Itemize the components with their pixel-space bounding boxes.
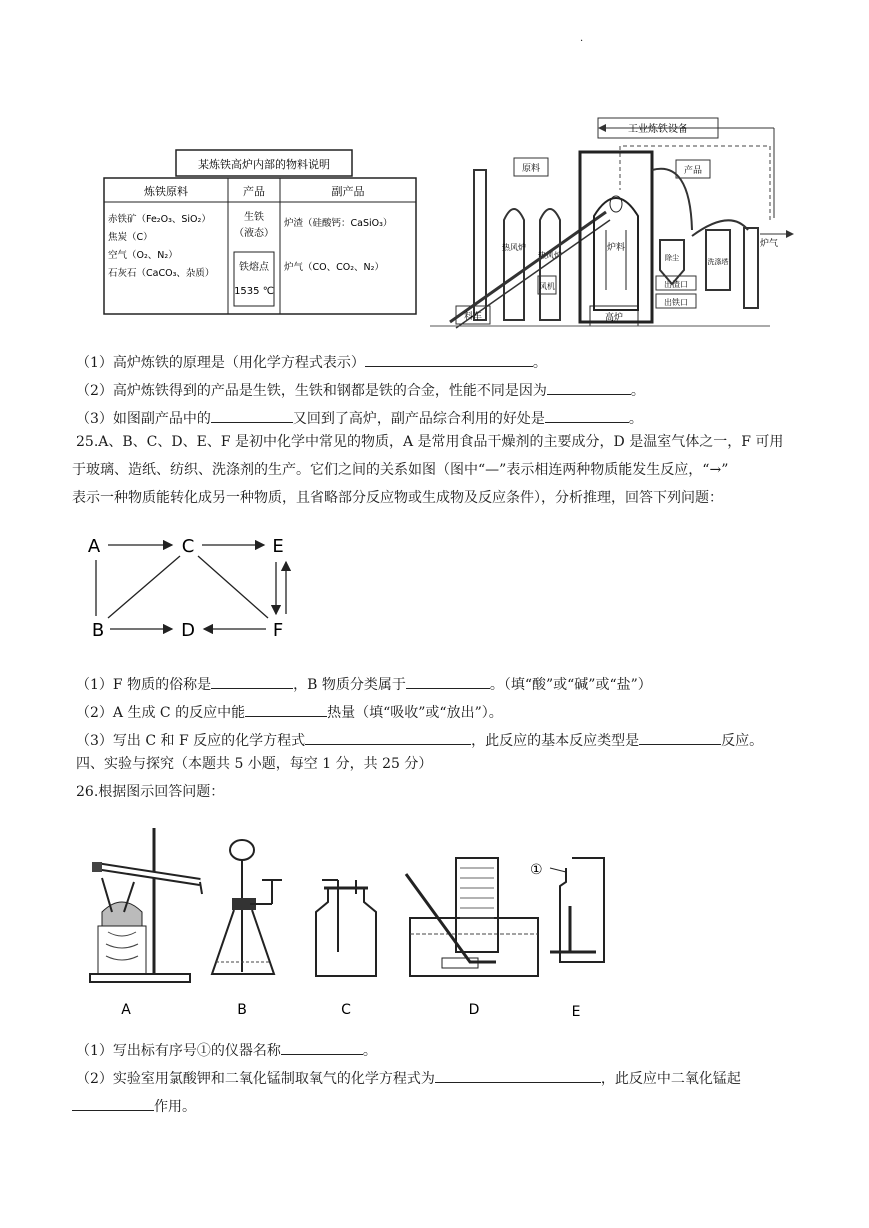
node-b: B	[91, 620, 105, 641]
apparatus-label-b: B	[237, 1002, 247, 1018]
product-1: 生铁	[244, 212, 264, 223]
q24-blank-1[interactable]	[365, 350, 533, 367]
node-c: C	[181, 536, 195, 557]
apparatus-e	[530, 858, 604, 1020]
apparatus-label-d: D	[468, 1002, 480, 1018]
furnace-gas-label: 炉气	[760, 239, 779, 249]
raw-material-3: 空气（O₂、N₂）	[108, 250, 178, 261]
marker-one: ①	[530, 862, 543, 878]
iron-making-equipment-diagram	[430, 100, 795, 340]
q26-line-1: （1）写出标有序号①的仪器名称 。	[76, 1038, 377, 1061]
section-four-title: 四、实验与探究（本题共 5 小题，每空 1 分，共 25 分）	[76, 756, 433, 772]
q26-blank-3[interactable]	[72, 1094, 154, 1111]
q25-line-2: （2）A 生成 C 的反应中能 热量（填“吸收”或“放出”）。	[76, 700, 503, 723]
lab-apparatus-figure	[76, 822, 636, 1027]
apparatus-label-e: E	[571, 1004, 581, 1020]
hot-stove-label-1: 热风炉	[502, 243, 526, 252]
equipment-title: 工业炼铁设备	[628, 124, 688, 135]
furnace-material-table	[100, 148, 420, 318]
table-title: 某炼铁高炉内部的物料说明	[198, 158, 330, 171]
q26-blank-2[interactable]	[435, 1066, 601, 1083]
apparatus-a	[90, 828, 202, 1018]
melting-point-value: 1535 ℃	[234, 286, 274, 297]
raw-material-4: 石灰石（CaCO₃、杂质）	[108, 268, 215, 279]
blast-furnace-label: 高炉	[604, 313, 624, 323]
q26-line-3: 作用。	[72, 1094, 196, 1117]
q24-blank-3[interactable]	[211, 406, 293, 423]
washer-label: 洗涤塔	[707, 258, 729, 266]
byproduct-2: 炉气（CO、CO₂、N₂）	[284, 262, 384, 273]
iron-outlet-label: 出铁口	[664, 298, 688, 307]
q24-blank-4[interactable]	[545, 406, 629, 423]
byproduct-1: 炉渣（硅酸钙：CaSiO₃）	[284, 218, 393, 229]
product-2: （液态）	[234, 228, 274, 239]
q25-blank-3[interactable]	[245, 700, 327, 717]
q26-line-2: （2）实验室用氯酸钾和二氧化锰制取氧气的化学方程式为 ，此反应中二氧化锰起	[76, 1066, 741, 1089]
q26-title: 26.根据图示回答问题：	[76, 784, 225, 800]
header-mark: ·	[580, 36, 584, 47]
raw-label: 原料	[521, 164, 541, 174]
q25-para-2: 于玻璃、造纸、纺织、洗涤剂的生产。它们之间的关系如图（图中“—”表示相连两种物质能发生反应，“→”	[72, 462, 729, 478]
blower-label: 风机	[539, 282, 555, 291]
apparatus-c	[316, 880, 376, 1018]
q25-line-1: （1）F 物质的俗称是 ，B 物质分类属于 。（填“酸”或“碱”或“盐”）	[76, 672, 652, 695]
q24-line-1: （1）高炉炼铁的原理是（用化学方程式表示） 。	[76, 350, 547, 373]
raw-material-2: 焦炭（C）	[108, 232, 153, 243]
table-header-raw: 炼铁原料	[144, 185, 188, 198]
table-header-byproduct: 副产品	[331, 185, 365, 198]
node-a: A	[87, 536, 101, 557]
slag-outlet-label: 出渣口	[664, 280, 688, 289]
q26-blank-1[interactable]	[281, 1038, 363, 1055]
q25-blank-2[interactable]	[406, 672, 490, 689]
substance-relation-diagram	[80, 528, 310, 648]
cart-label: 料车	[463, 312, 483, 322]
q24-line-2: （2）高炉炼铁得到的产品是生铁，生铁和钢都是铁的合金，性能不同是因为 。	[76, 378, 645, 401]
q25-line-3: （3）写出 C 和 F 反应的化学方程式 ，此反应的基本反应类型是 反应。	[76, 728, 763, 751]
apparatus-b	[212, 840, 282, 1018]
apparatus-d	[406, 858, 538, 1018]
melting-point-label: 铁熔点	[239, 262, 269, 273]
q25-para-3: 表示一种物质能转化成另一种物质，且省略部分反应物或生成物及反应条件），分析推理，回答下列问题：	[72, 490, 723, 506]
q25-blank-5[interactable]	[639, 728, 721, 745]
node-e: E	[272, 536, 284, 557]
q24-blank-2[interactable]	[547, 378, 631, 395]
product-label: 产品	[683, 166, 703, 176]
node-f: F	[272, 620, 284, 641]
node-d: D	[181, 620, 195, 641]
q25-blank-4[interactable]	[305, 728, 471, 745]
q25-blank-1[interactable]	[211, 672, 293, 689]
q25-para-1: 25.A、B、C、D、E、F 是初中化学中常见的物质，A 是常用食品干燥剂的主要成分，D 是温室气体之一，F 可用	[76, 434, 784, 450]
charge-label: 炉料	[606, 243, 626, 253]
dust-label: 除尘	[665, 254, 679, 262]
q24-line-3: （3）如图副产品中的 又回到了高炉，副产品综合利用的好处是 。	[76, 406, 643, 429]
apparatus-label-a: A	[121, 1002, 131, 1018]
raw-material-1: 赤铁矿（Fe₂O₃、SiO₂）	[108, 214, 211, 225]
table-header-product: 产品	[243, 185, 265, 198]
apparatus-label-c: C	[341, 1002, 351, 1018]
hot-stove-label-2: 热风炉	[538, 251, 562, 260]
